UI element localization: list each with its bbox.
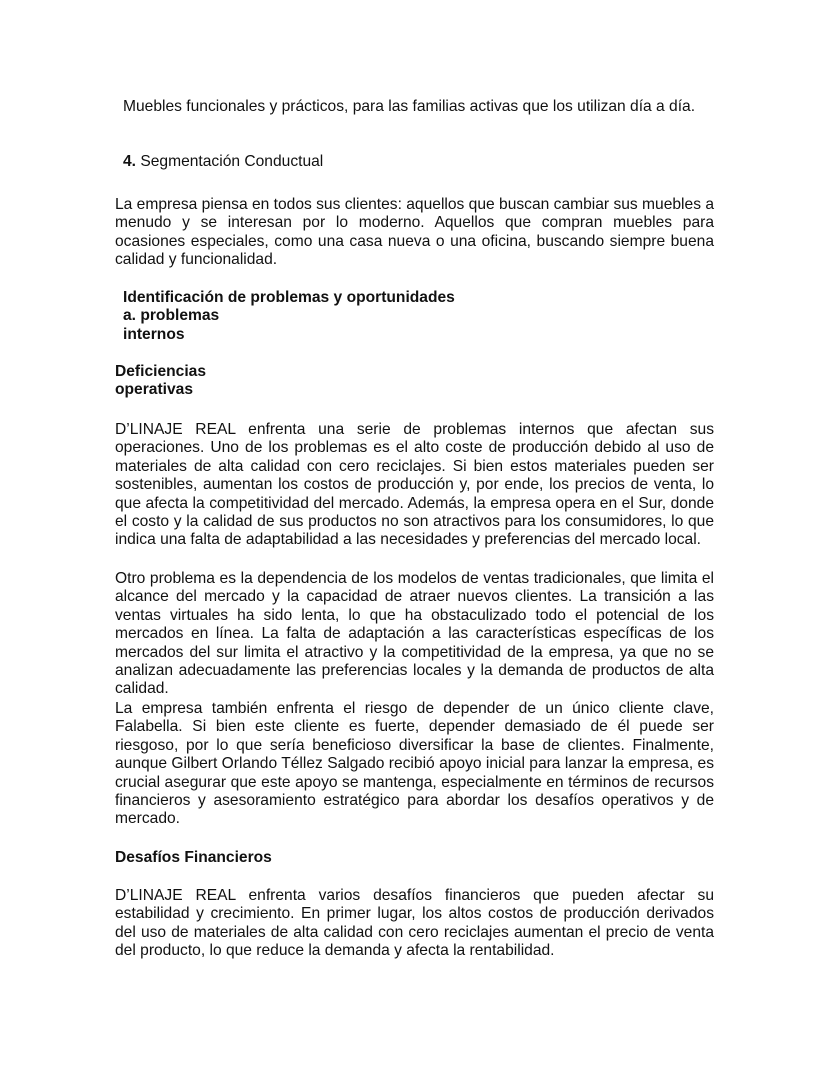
heading-line: a. problemas bbox=[123, 307, 220, 325]
heading-desafios-financieros: Desafíos Financieros bbox=[115, 849, 272, 866]
section-title: Segmentación Conductual bbox=[136, 153, 324, 170]
section-number: 4. bbox=[123, 153, 137, 170]
intro-paragraph: Muebles funcionales y prácticos, para las familias activas que los utilizan día a día. bbox=[123, 98, 696, 115]
heading-line: internos bbox=[123, 325, 185, 343]
section-heading-segmentacion-conductual bbox=[123, 153, 523, 171]
deficiencias-paragraph-2: Otro problema es la dependencia de los modelos de ventas tradicionales, que limita el alcance del mercado y la capacidad de atraer nuevos clientes. La transición a las ventas virtuales ha sido lenta, lo que ha obstaculizado todo el potencial de los mercados en línea. La falta de adaptación a las características específicas de los mercados del sur limita el atractivo y la competitividad de la empresa, ya que no se analizan adecuadamente las preferencias locales y la demanda de productos de alta calidad. bbox=[115, 570, 714, 698]
heading-line: Deficiencias bbox=[115, 363, 207, 380]
heading-line: operativas bbox=[115, 381, 194, 399]
heading-identificacion-problemas bbox=[123, 289, 623, 344]
conductual-paragraph: La empresa piensa en todos sus clientes: aquellos que buscan cambiar sus muebles a menudo y se interesan por lo moderno. Aquellos que compran muebles para ocasiones especiales, como una casa nueva o una oficina, buscando siempre buena calidad y funcionalidad. bbox=[115, 196, 714, 269]
heading-deficiencias-operativas bbox=[115, 363, 415, 400]
deficiencias-paragraph-1: D’LINAJE REAL enfrenta una serie de problemas internos que afectan sus operaciones. Uno de los problemas es el alto coste de producción debido al uso de materiales de alta calidad con cero reciclajes. Si bien estos materiales pueden ser sostenibles, aumentan los costos de producción y, por ende, los precios de venta, lo que afecta la competitividad del mercado. Además, la empresa opera en el Sur, donde el costo y la calidad de sus productos no son atractivos para los consumidores, lo que indica una falta de adaptabilidad a las necesidades y preferencias del mercado local. bbox=[115, 421, 714, 549]
heading-line: Identificación de problemas y oportunidades bbox=[123, 289, 455, 306]
deficiencias-paragraph-3: La empresa también enfrenta el riesgo de depender de un único cliente clave, Falabella. Si bien este cliente es fuerte, depender demasiado de él puede ser riesgoso, por lo que sería beneficioso diversificar la base de clientes. Finalmente, aunque Gilbert Orlando Téllez Salgado recibió apoyo inicial para lanzar la empresa, es crucial asegurar que este apoyo se mantenga, especialmente en términos de recursos financieros y asesoramiento estratégico para abordar los desafíos operativos y de mercado. bbox=[115, 700, 714, 828]
financieros-paragraph: D’LINAJE REAL enfrenta varios desafíos financieros que pueden afectar su estabilidad y crecimiento. En primer lugar, los altos costos de producción derivados del uso de materiales de alta calidad con cero reciclajes aumentan el precio de venta del producto, lo que reduce la demanda y afecta la rentabilidad. bbox=[115, 887, 714, 960]
